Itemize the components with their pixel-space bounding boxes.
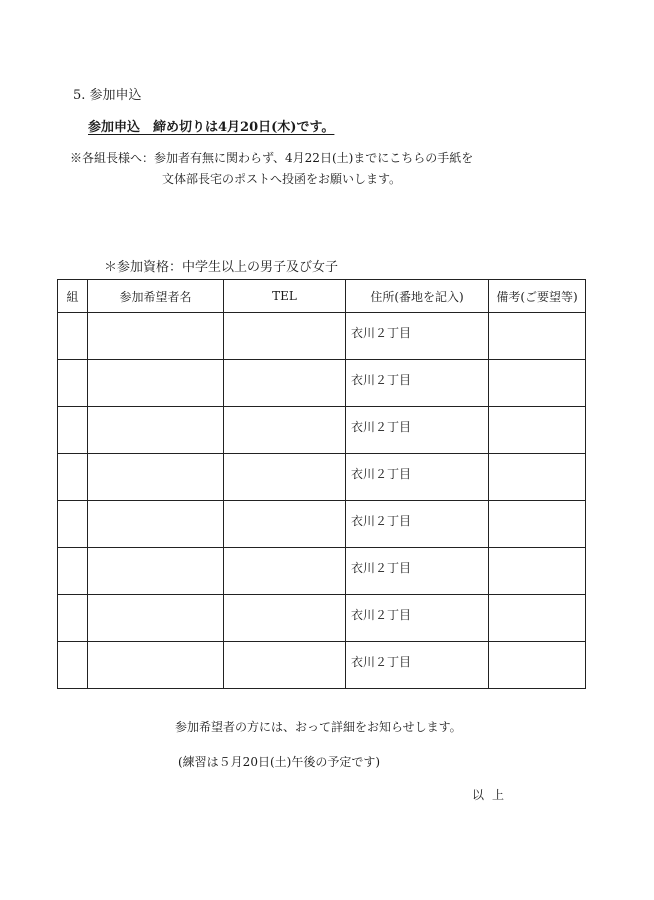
address-cell[interactable] [346, 501, 489, 548]
address-prefix: 衣川２丁目 [351, 326, 412, 340]
table-row [58, 501, 586, 548]
name-cell[interactable] [88, 313, 224, 360]
header-name: 参加希望者名 [88, 280, 224, 313]
footer-detail-notice: 参加希望者の方には、おって詳細をお知らせします。 [175, 720, 462, 734]
remarks-cell[interactable] [489, 313, 586, 360]
group-cell[interactable] [58, 407, 88, 454]
name-cell[interactable] [88, 407, 224, 454]
name-cell[interactable] [88, 454, 224, 501]
table-row [58, 548, 586, 595]
table-row [58, 454, 586, 501]
remarks-cell[interactable] [489, 595, 586, 642]
remarks-cell[interactable] [489, 454, 586, 501]
address-cell[interactable] [346, 313, 489, 360]
address-prefix: 衣川２丁目 [351, 655, 412, 669]
name-cell[interactable] [88, 642, 224, 689]
tel-cell[interactable] [224, 548, 346, 595]
header-address: 住所(番地を記入) [346, 280, 489, 313]
header-remarks: 備考(ご要望等) [489, 280, 586, 313]
tel-cell[interactable] [224, 313, 346, 360]
address-prefix: 衣川２丁目 [351, 420, 412, 434]
group-cell[interactable] [58, 642, 88, 689]
address-cell[interactable] [346, 360, 489, 407]
name-cell[interactable] [88, 548, 224, 595]
notice-line-1: ※各組長様へ：参加者有無に関わらず、4月22日(土)までにこちらの手紙を [70, 151, 474, 165]
tel-cell[interactable] [224, 407, 346, 454]
deadline-notice: 参加申込 締め切りは4月20日(木)です。 [88, 120, 335, 135]
group-cell[interactable] [58, 360, 88, 407]
header-tel: TEL [224, 280, 346, 313]
table-row [58, 313, 586, 360]
group-cell[interactable] [58, 501, 88, 548]
tel-cell[interactable] [224, 595, 346, 642]
tel-cell[interactable] [224, 501, 346, 548]
tel-cell[interactable] [224, 454, 346, 501]
remarks-cell[interactable] [489, 642, 586, 689]
group-cell[interactable] [58, 313, 88, 360]
address-cell[interactable] [346, 642, 489, 689]
remarks-cell[interactable] [489, 407, 586, 454]
table-row [58, 407, 586, 454]
address-prefix: 衣川２丁目 [351, 373, 412, 387]
group-cell[interactable] [58, 454, 88, 501]
closing-mark: 以上 [472, 788, 513, 802]
address-prefix: 衣川２丁目 [351, 561, 412, 575]
address-prefix: 衣川２丁目 [351, 514, 412, 528]
group-cell[interactable] [58, 548, 88, 595]
table-header-row [58, 280, 586, 313]
group-cell[interactable] [58, 595, 88, 642]
table-row [58, 595, 586, 642]
address-cell[interactable] [346, 454, 489, 501]
eligibility-text: ＊参加資格：中学生以上の男子及び女子 [104, 260, 339, 275]
address-prefix: 衣川２丁目 [351, 608, 412, 622]
name-cell[interactable] [88, 595, 224, 642]
table-row [58, 360, 586, 407]
footer-practice-note: (練習は５月20日(土)午後の予定です) [178, 755, 380, 769]
remarks-cell[interactable] [489, 360, 586, 407]
tel-cell[interactable] [224, 360, 346, 407]
address-cell[interactable] [346, 407, 489, 454]
application-table [57, 279, 586, 689]
address-cell[interactable] [346, 595, 489, 642]
address-cell[interactable] [346, 548, 489, 595]
remarks-cell[interactable] [489, 548, 586, 595]
notice-line-2: 文体部長宅のポストへ投函をお願いします。 [162, 172, 402, 186]
remarks-cell[interactable] [489, 501, 586, 548]
table-row [58, 642, 586, 689]
name-cell[interactable] [88, 501, 224, 548]
name-cell[interactable] [88, 360, 224, 407]
address-prefix: 衣川２丁目 [351, 467, 412, 481]
tel-cell[interactable] [224, 642, 346, 689]
section-heading: 5. 参加申込 [73, 88, 142, 103]
header-group: 組 [58, 280, 88, 313]
